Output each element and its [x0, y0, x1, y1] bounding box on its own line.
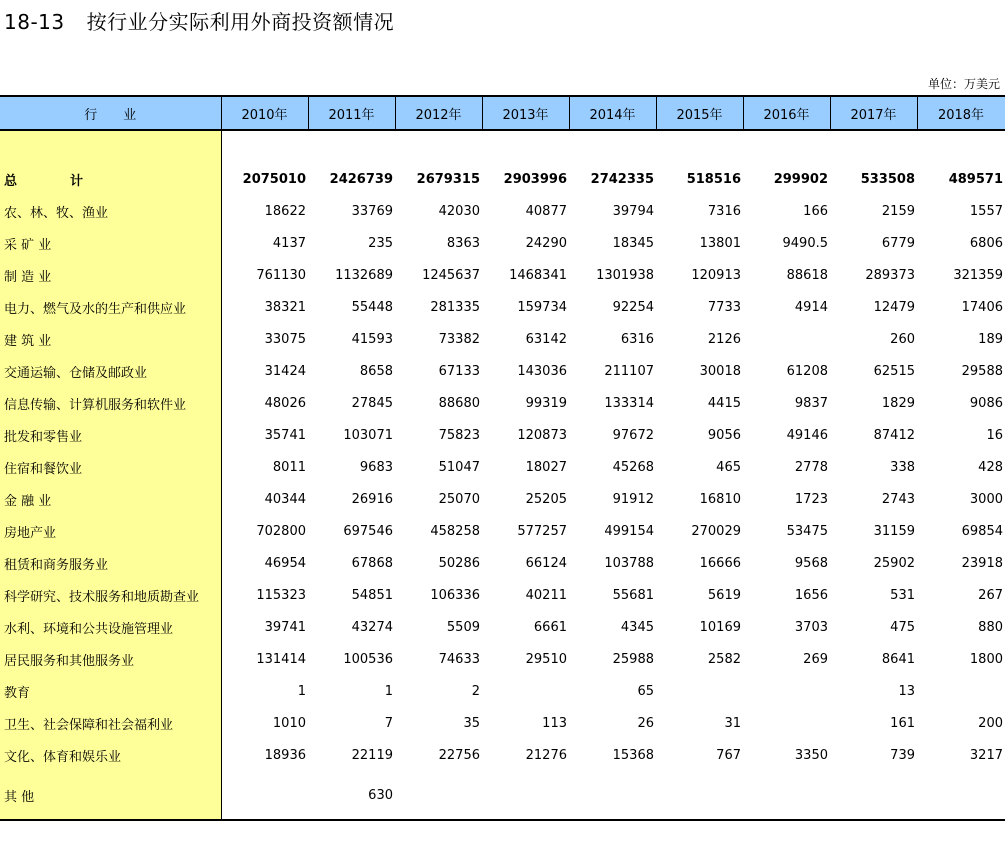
value-cell: 18345	[612, 235, 654, 251]
industry-label-text: 其 他	[4, 789, 35, 805]
value-cell: 48026	[264, 395, 306, 411]
value-cell: 88680	[438, 395, 480, 411]
industry-label	[0, 227, 221, 259]
value-cell: 2126	[707, 331, 741, 347]
value-cell: 75823	[438, 427, 480, 443]
total-row	[0, 163, 1005, 195]
value-cell: 22756	[438, 747, 480, 763]
industry-label-text: 批发和零售业	[4, 429, 83, 445]
value-cell: 54851	[351, 587, 393, 603]
value-cell: 1829	[881, 395, 915, 411]
value-cell: 39741	[264, 619, 306, 635]
value-cell: 51047	[438, 459, 480, 475]
value-cell: 6779	[881, 235, 915, 251]
table-row	[0, 291, 1005, 323]
industry-label-text: 建 筑 业	[4, 333, 52, 349]
value-cell: 9056	[707, 427, 741, 443]
value-cell: 99319	[525, 395, 567, 411]
value-cell: 18027	[525, 459, 567, 475]
industry-label	[0, 259, 221, 291]
value-cell: 40877	[525, 203, 567, 219]
value-cell: 260	[890, 331, 915, 347]
value-cell: 50286	[438, 555, 480, 571]
value-cell: 31159	[873, 523, 915, 539]
value-cell: 69854	[961, 523, 1003, 539]
table-row	[0, 419, 1005, 451]
value-cell: 2075010	[242, 171, 306, 187]
value-cell: 113	[542, 715, 567, 731]
value-cell: 22119	[351, 747, 393, 763]
value-cell: 1656	[794, 587, 828, 603]
year-header-0: 2010年	[221, 96, 308, 130]
value-cell: 55448	[351, 299, 393, 315]
value-cell: 166	[803, 203, 828, 219]
value-cell: 26	[637, 715, 654, 731]
value-cell: 131414	[256, 651, 306, 667]
value-cell	[395, 771, 482, 820]
value-cell: 16	[986, 427, 1003, 443]
value-cell: 91912	[612, 491, 654, 507]
industry-label-text: 卫生、社会保障和社会福利业	[4, 717, 174, 733]
value-cell: 475	[890, 619, 915, 635]
value-cell: 120913	[691, 267, 741, 283]
table-row	[0, 323, 1005, 355]
value-cell	[656, 675, 743, 707]
value-cell: 30018	[699, 363, 741, 379]
value-cell: 2679315	[416, 171, 480, 187]
value-cell: 133314	[604, 395, 654, 411]
industry-label	[0, 611, 221, 643]
value-cell: 55681	[612, 587, 654, 603]
value-cell: 533508	[860, 171, 915, 187]
value-cell	[743, 675, 830, 707]
value-cell: 31424	[264, 363, 306, 379]
value-cell: 1010	[272, 715, 306, 731]
value-cell: 338	[890, 459, 915, 475]
value-cell: 518516	[686, 171, 741, 187]
value-cell: 1301938	[596, 267, 654, 283]
value-cell: 3350	[794, 747, 828, 763]
value-cell: 9086	[969, 395, 1003, 411]
value-cell: 5509	[446, 619, 480, 635]
year-header-3: 2013年	[482, 96, 569, 130]
year-header-4: 2014年	[569, 96, 656, 130]
industry-label-text: 租赁和商务服务业	[4, 557, 109, 573]
header-row	[0, 96, 1005, 130]
industry-label	[0, 451, 221, 483]
industry-label-text: 水利、环境和公共设施管理业	[4, 621, 174, 637]
value-cell: 9683	[359, 459, 393, 475]
industry-label-text: 居民服务和其他服务业	[4, 653, 135, 669]
value-cell: 8658	[359, 363, 393, 379]
value-cell: 1245637	[422, 267, 480, 283]
table-row	[0, 483, 1005, 515]
value-cell: 267	[978, 587, 1003, 603]
value-cell: 16810	[699, 491, 741, 507]
value-cell	[830, 771, 917, 820]
table-row	[0, 355, 1005, 387]
value-cell: 189	[978, 331, 1003, 347]
value-cell: 211107	[604, 363, 654, 379]
value-cell: 6806	[969, 235, 1003, 251]
value-cell: 6316	[620, 331, 654, 347]
value-cell: 97672	[612, 427, 654, 443]
value-cell	[482, 675, 569, 707]
industry-label-text: 总 计	[4, 173, 104, 189]
industry-label-text: 房地产业	[4, 525, 57, 541]
industry-label-text: 金 融 业	[4, 493, 52, 509]
value-cell: 4415	[707, 395, 741, 411]
value-cell: 120873	[517, 427, 567, 443]
value-cell: 1800	[969, 651, 1003, 667]
value-cell: 53475	[786, 523, 828, 539]
value-cell: 4345	[620, 619, 654, 635]
value-cell: 489571	[948, 171, 1003, 187]
value-cell: 65	[637, 683, 654, 699]
value-cell: 161	[890, 715, 915, 731]
industry-label-text: 教育	[4, 685, 31, 701]
value-cell: 16666	[699, 555, 741, 571]
table-row	[0, 259, 1005, 291]
value-cell: 880	[978, 619, 1003, 635]
value-cell: 3000	[969, 491, 1003, 507]
value-cell: 42030	[438, 203, 480, 219]
industry-label	[0, 355, 221, 387]
value-cell: 200	[978, 715, 1003, 731]
value-cell: 21276	[525, 747, 567, 763]
value-cell: 7733	[707, 299, 741, 315]
value-cell: 67133	[438, 363, 480, 379]
industry-label-text: 住宿和餐饮业	[4, 461, 83, 477]
table-row	[0, 387, 1005, 419]
year-header-7: 2017年	[830, 96, 917, 130]
table-row	[0, 643, 1005, 675]
value-cell: 3217	[969, 747, 1003, 763]
table-row	[0, 611, 1005, 643]
value-cell	[743, 771, 830, 820]
value-cell: 1557	[969, 203, 1003, 219]
value-cell: 25902	[873, 555, 915, 571]
value-cell: 739	[890, 747, 915, 763]
year-header-5: 2015年	[656, 96, 743, 130]
value-cell: 35	[463, 715, 480, 731]
value-cell: 31	[724, 715, 741, 731]
industry-column-header: 行 业	[0, 96, 221, 130]
industry-label-text: 科学研究、技术服务和地质勘查业	[4, 589, 200, 605]
value-cell: 43274	[351, 619, 393, 635]
industry-label	[0, 707, 221, 739]
value-cell: 697546	[343, 523, 393, 539]
value-cell: 2903996	[503, 171, 567, 187]
table-row	[0, 515, 1005, 547]
value-cell: 630	[308, 771, 395, 820]
value-cell: 458258	[430, 523, 480, 539]
value-cell: 17406	[961, 299, 1003, 315]
industry-label	[0, 643, 221, 675]
value-cell: 767	[716, 747, 741, 763]
value-cell: 1132689	[335, 267, 393, 283]
table-row	[0, 707, 1005, 739]
value-cell: 15368	[612, 747, 654, 763]
value-cell: 18936	[264, 747, 306, 763]
value-cell: 465	[716, 459, 741, 475]
value-cell: 8363	[446, 235, 480, 251]
value-cell: 9490.5	[782, 235, 828, 251]
value-cell: 62515	[873, 363, 915, 379]
industry-label-text: 文化、体育和娱乐业	[4, 749, 122, 765]
value-cell	[917, 771, 1005, 820]
value-cell: 13	[898, 683, 915, 699]
value-cell: 24290	[525, 235, 567, 251]
table-title: 按行业分实际利用外商投资额情况	[86, 10, 395, 34]
value-cell: 41593	[351, 331, 393, 347]
value-cell: 12479	[873, 299, 915, 315]
value-cell: 26916	[351, 491, 393, 507]
value-cell: 39794	[612, 203, 654, 219]
value-cell: 143036	[517, 363, 567, 379]
value-cell: 2743	[881, 491, 915, 507]
table-row	[0, 675, 1005, 707]
table-body	[0, 130, 1005, 820]
value-cell: 27845	[351, 395, 393, 411]
value-cell	[743, 707, 830, 739]
year-header-8: 2018年	[917, 96, 1005, 130]
value-cell: 7316	[707, 203, 741, 219]
value-cell: 8011	[272, 459, 306, 475]
value-cell: 49146	[786, 427, 828, 443]
value-cell: 46954	[264, 555, 306, 571]
value-cell: 25988	[612, 651, 654, 667]
table-row	[0, 195, 1005, 227]
value-cell: 18622	[264, 203, 306, 219]
value-cell: 106336	[430, 587, 480, 603]
value-cell: 1468341	[509, 267, 567, 283]
value-cell: 3703	[794, 619, 828, 635]
table-row	[0, 771, 1005, 820]
value-cell	[743, 323, 830, 355]
value-cell: 702800	[256, 523, 306, 539]
industry-label	[0, 323, 221, 355]
industry-label-text: 交通运输、仓储及邮政业	[4, 365, 148, 381]
industry-label	[0, 579, 221, 611]
value-cell: 7	[384, 715, 393, 731]
value-cell: 2	[471, 683, 480, 699]
industry-label	[0, 739, 221, 771]
industry-label-text: 采 矿 业	[4, 237, 52, 253]
value-cell: 35741	[264, 427, 306, 443]
value-cell: 73382	[438, 331, 480, 347]
value-cell: 40344	[264, 491, 306, 507]
industry-label	[0, 515, 221, 547]
year-header-6: 2016年	[743, 96, 830, 130]
value-cell: 8641	[881, 651, 915, 667]
value-cell: 40211	[525, 587, 567, 603]
value-cell: 66124	[525, 555, 567, 571]
value-cell: 4137	[272, 235, 306, 251]
value-cell: 2582	[707, 651, 741, 667]
spacer-row	[0, 130, 1005, 163]
industry-label-text: 农、林、牧、渔业	[4, 205, 109, 221]
table-number: 18-13	[4, 10, 65, 34]
value-cell: 428	[978, 459, 1003, 475]
industry-label	[0, 483, 221, 515]
value-cell: 100536	[343, 651, 393, 667]
value-cell: 270029	[691, 523, 741, 539]
value-cell: 499154	[604, 523, 654, 539]
value-cell: 45268	[612, 459, 654, 475]
value-cell: 29510	[525, 651, 567, 667]
value-cell: 531	[890, 587, 915, 603]
value-cell: 92254	[612, 299, 654, 315]
value-cell: 2742335	[590, 171, 654, 187]
table-row	[0, 739, 1005, 771]
table-row	[0, 579, 1005, 611]
industry-label	[0, 771, 221, 820]
value-cell: 23918	[961, 555, 1003, 571]
value-cell: 2778	[794, 459, 828, 475]
industry-label	[0, 675, 221, 707]
spacer-label-cell	[0, 130, 221, 163]
value-cell: 25205	[525, 491, 567, 507]
value-cell: 281335	[430, 299, 480, 315]
unit-label: 单位：万美元	[927, 77, 1000, 91]
value-cell: 33769	[351, 203, 393, 219]
industry-label-text: 电力、燃气及水的生产和供应业	[4, 301, 187, 317]
year-header-1: 2011年	[308, 96, 395, 130]
value-cell: 299902	[773, 171, 828, 187]
industry-label	[0, 547, 221, 579]
value-cell: 2426739	[329, 171, 393, 187]
value-cell: 5619	[707, 587, 741, 603]
fdi-by-industry-table	[0, 95, 1005, 821]
value-cell: 25070	[438, 491, 480, 507]
value-cell: 1723	[794, 491, 828, 507]
value-cell: 1	[384, 683, 393, 699]
value-cell: 33075	[264, 331, 306, 347]
value-cell	[656, 771, 743, 820]
value-cell: 761130	[256, 267, 306, 283]
industry-label-text: 信息传输、计算机服务和软件业	[4, 397, 187, 413]
value-cell: 2159	[881, 203, 915, 219]
table-row	[0, 227, 1005, 259]
value-cell: 38321	[264, 299, 306, 315]
value-cell	[482, 771, 569, 820]
value-cell	[221, 771, 308, 820]
value-cell	[569, 771, 656, 820]
value-cell: 63142	[525, 331, 567, 347]
value-cell: 61208	[786, 363, 828, 379]
value-cell: 9837	[794, 395, 828, 411]
industry-label	[0, 387, 221, 419]
industry-label	[0, 195, 221, 227]
value-cell: 289373	[865, 267, 915, 283]
value-cell: 235	[368, 235, 393, 251]
industry-label-text: 制 造 业	[4, 269, 52, 285]
value-cell: 103071	[343, 427, 393, 443]
industry-label	[0, 419, 221, 451]
value-cell: 103788	[604, 555, 654, 571]
value-cell: 6661	[533, 619, 567, 635]
spacer-cell	[221, 130, 1005, 163]
value-cell: 87412	[873, 427, 915, 443]
value-cell: 74633	[438, 651, 480, 667]
industry-label	[0, 291, 221, 323]
value-cell: 4914	[794, 299, 828, 315]
industry-label	[0, 163, 221, 195]
value-cell	[917, 675, 1005, 707]
value-cell: 321359	[953, 267, 1003, 283]
value-cell: 577257	[517, 523, 567, 539]
value-cell: 269	[803, 651, 828, 667]
table-row	[0, 547, 1005, 579]
value-cell: 13801	[699, 235, 741, 251]
value-cell: 1	[297, 683, 306, 699]
table-row	[0, 451, 1005, 483]
value-cell: 67868	[351, 555, 393, 571]
value-cell: 9568	[794, 555, 828, 571]
page-title	[4, 6, 394, 35]
value-cell: 29588	[961, 363, 1003, 379]
value-cell: 159734	[517, 299, 567, 315]
year-header-2: 2012年	[395, 96, 482, 130]
value-cell: 10169	[699, 619, 741, 635]
value-cell: 115323	[256, 587, 306, 603]
value-cell: 88618	[786, 267, 828, 283]
